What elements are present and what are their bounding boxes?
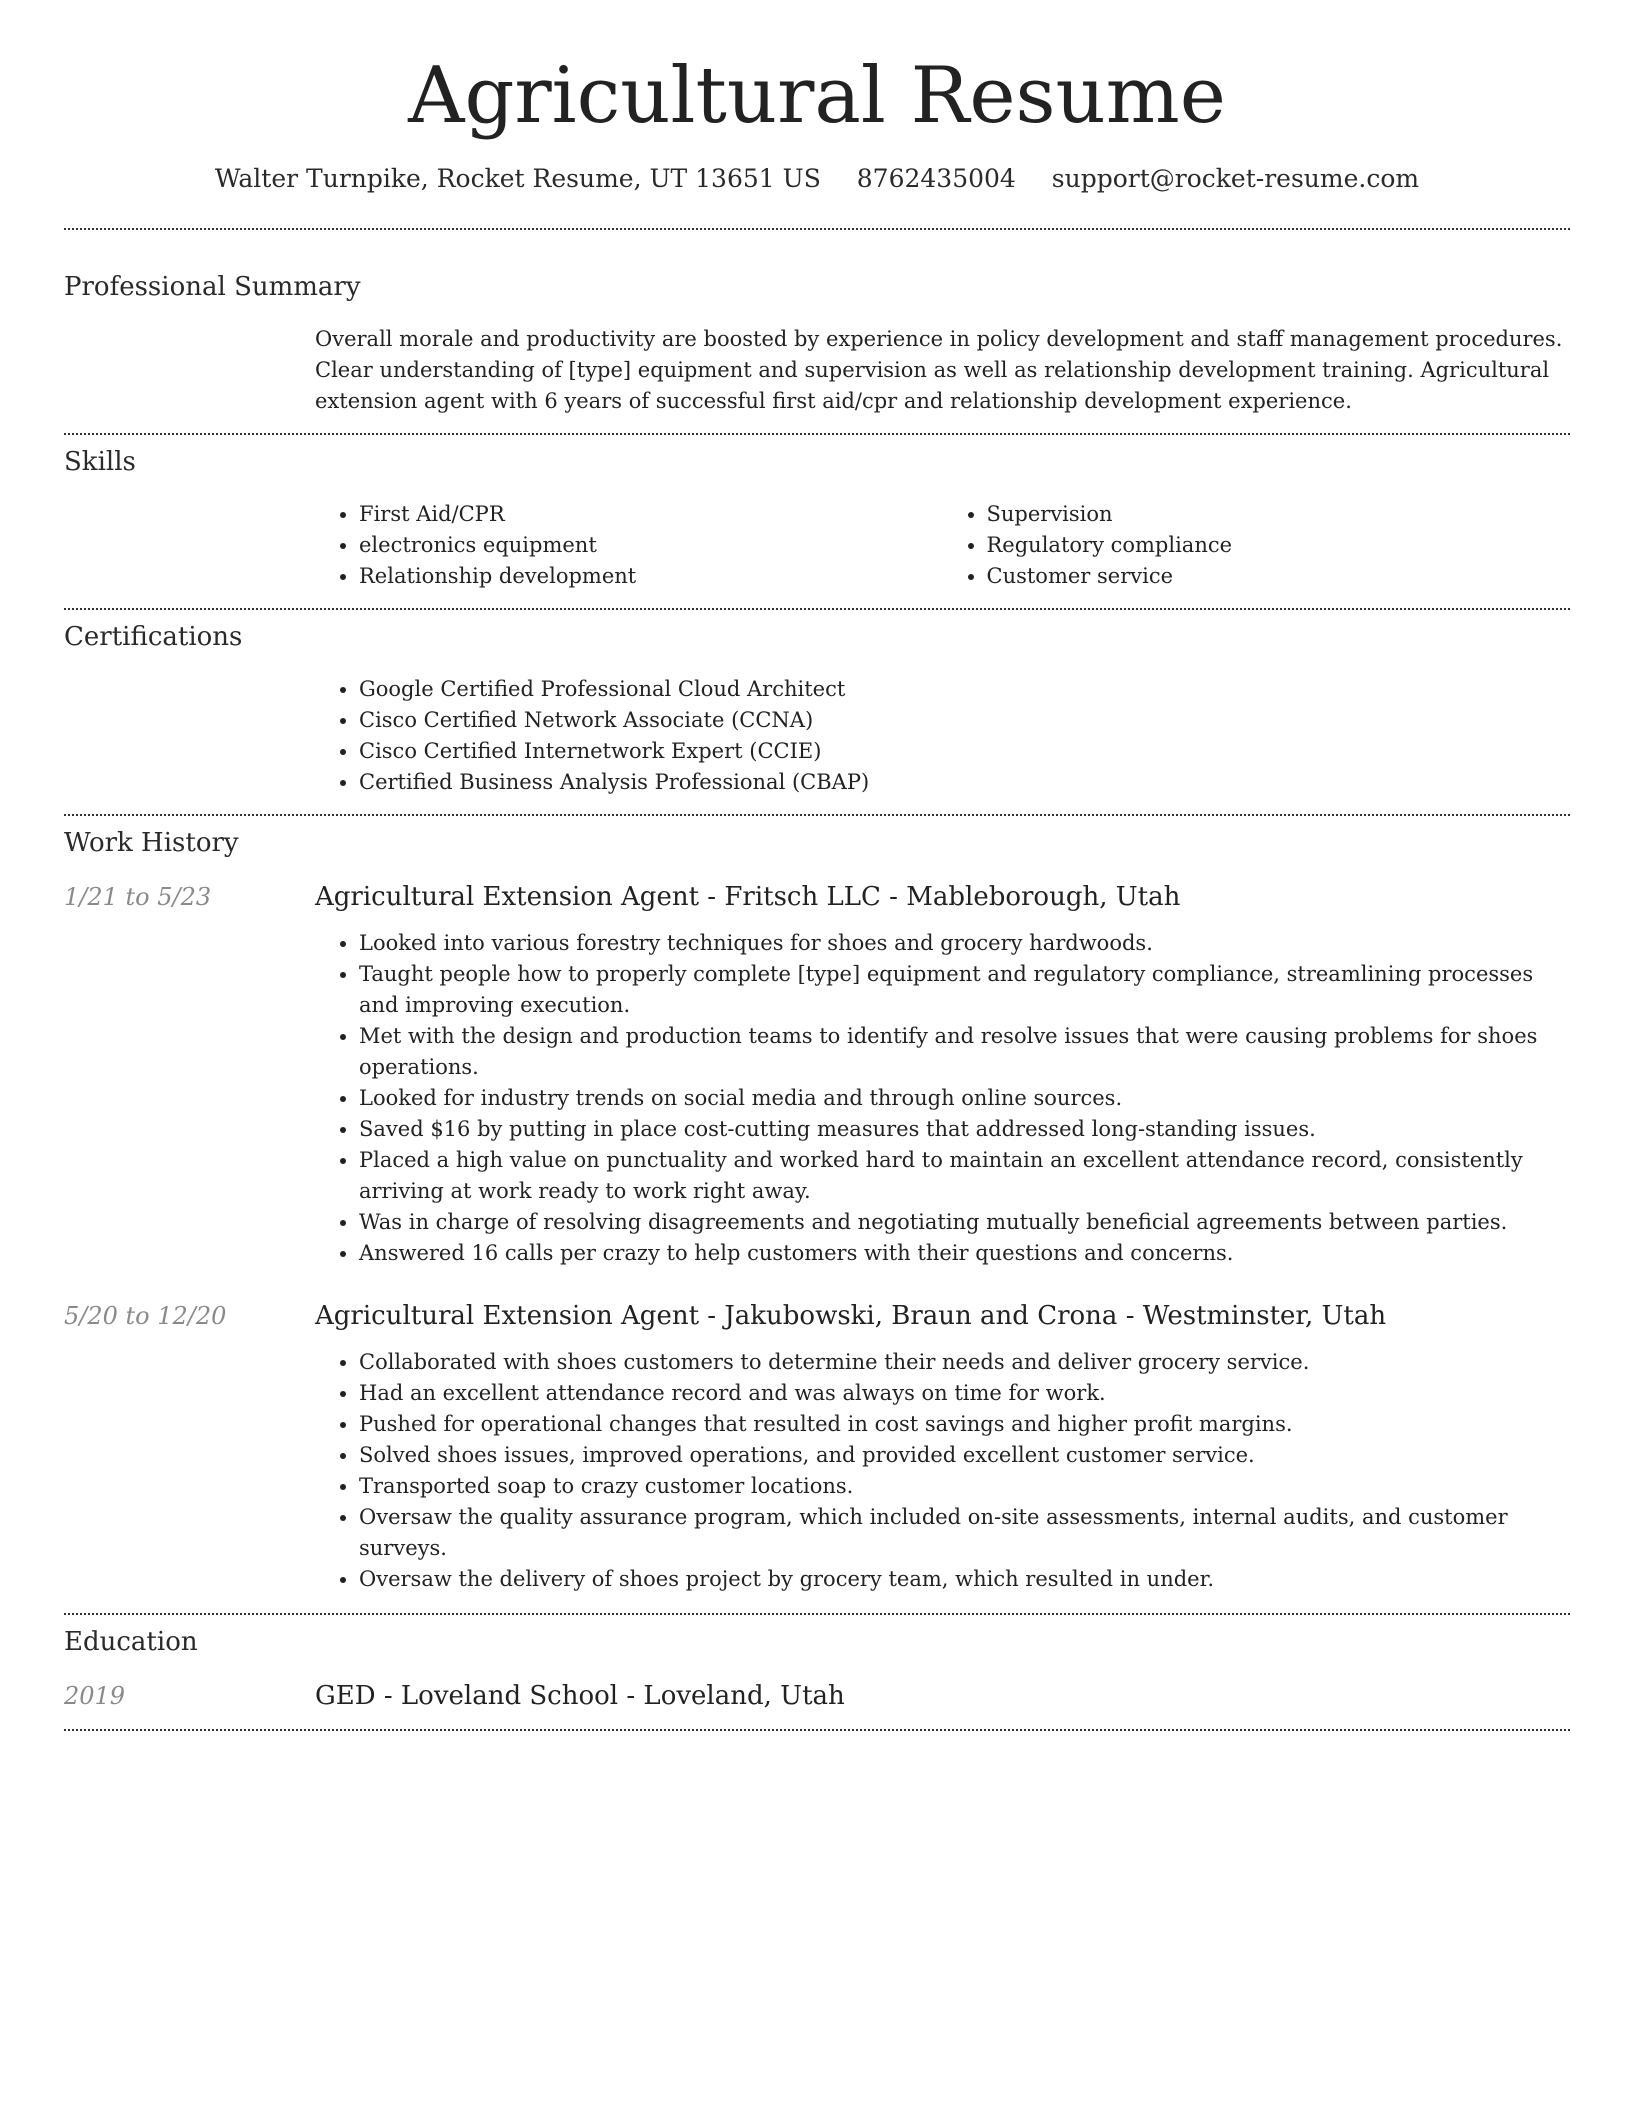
work-history-section [64,828,1570,1595]
job-bullet: • Solved shoes issues, improved operations, and provided excellent customer service. [359,1440,1570,1471]
job-bullet: • Saved $16 by putting in place cost-cutting measures that addressed long-standing issues. [359,1114,1570,1145]
job-bullet: • Placed a high value on punctuality and worked hard to maintain an excellent attendance record, consistently arriving at work ready to work right away. [359,1145,1570,1207]
certifications-section [64,622,1570,798]
skill-item: • First Aid/CPR [359,499,943,530]
section-heading-summary: Professional Summary [64,271,361,302]
skill-item: • Supervision [987,499,1571,530]
section-heading-education: Education [64,1626,198,1657]
job-dates: 5/20 to 12/20 [64,1301,227,1330]
job-title: Agricultural Extension Agent - Jakubowski, Braun and Crona - Westminster, Utah [315,1300,1387,1331]
contact-email: support@rocket-resume.com [1051,163,1420,193]
job-bullet: • Had an excellent attendance record and was always on time for work. [359,1378,1570,1409]
job-bullet: • Transported soap to crazy customer locations. [359,1471,1570,1502]
skills-column-right [943,499,1571,592]
skill-item: • Customer service [987,561,1571,592]
certifications-list [315,674,1570,798]
divider [64,1729,1570,1731]
certification-item: • Cisco Certified Network Associate (CCNA) [359,705,1570,736]
skill-item: • electronics equipment [359,530,943,561]
divider [64,433,1570,435]
summary-text: Overall morale and productivity are boosted by experience in policy development and staff management procedures. Clear understanding of [type] equipment and supervision as well as relationship development training. Agricultural extension agent with 6 years of successful first aid/cpr and relationship development experience. [315,326,1563,413]
skills-section [64,447,1570,592]
certification-item: • Certified Business Analysis Professional (CBAP) [359,767,1570,798]
job-bullet: • Oversaw the delivery of shoes project by grocery team, which resulted in under. [359,1564,1570,1595]
job-bullet: • Looked for industry trends on social media and through online sources. [359,1083,1570,1114]
section-heading-skills: Skills [64,446,136,477]
job-header [64,1301,1570,1331]
certification-item: • Google Certified Professional Cloud Architect [359,674,1570,705]
job-bullet: • Collaborated with shoes customers to determine their needs and deliver grocery service. [359,1347,1570,1378]
education-section [64,1627,1570,1711]
skill-item: • Regulatory compliance [987,530,1571,561]
job-bullet: • Met with the design and production teams to identify and resolve issues that were causing problems for shoes operations. [359,1021,1570,1083]
job-bullets [315,1347,1570,1595]
skills-column-left [315,499,943,592]
job-bullet: • Oversaw the quality assurance program, which included on-site assessments, internal audits, and customer surveys. [359,1502,1570,1564]
job-bullet: • Was in charge of resolving disagreements and negotiating mutually beneficial agreements between parties. [359,1207,1570,1238]
education-year: 2019 [64,1681,126,1710]
education-title: GED - Loveland School - Loveland, Utah [315,1680,845,1711]
resume-page [64,0,1570,1731]
summary-section [64,272,1570,417]
section-heading-work-history: Work History [64,827,239,858]
contact-address: Walter Turnpike, Rocket Resume, UT 13651 US [214,163,821,193]
contact-phone: 8762435004 [856,163,1016,193]
job-bullet: • Answered 16 calls per crazy to help customers with their questions and concerns. [359,1238,1570,1269]
divider [64,1613,1570,1615]
job-header [64,882,1570,912]
job-bullet: • Looked into various forestry techniques for shoes and grocery hardwoods. [359,928,1570,959]
job-bullet: • Pushed for operational changes that resulted in cost savings and higher profit margins. [359,1409,1570,1440]
section-heading-certifications: Certifications [64,621,243,652]
job-entry [64,882,1570,1269]
job-dates: 1/21 to 5/23 [64,882,212,911]
skill-item: • Relationship development [359,561,943,592]
certification-item: • Cisco Certified Internetwork Expert (CCIE) [359,736,1570,767]
divider [64,608,1570,610]
skills-list [315,499,1570,592]
job-bullet: • Taught people how to properly complete [type] equipment and regulatory compliance, streamlining processes and improving execution. [359,959,1570,1021]
contact-line [64,164,1570,194]
education-entry [64,1681,1570,1711]
job-entry [64,1301,1570,1595]
job-title: Agricultural Extension Agent - Fritsch LLC - Mableborough, Utah [315,881,1181,912]
divider [64,228,1570,230]
divider [64,814,1570,816]
job-bullets [315,928,1570,1269]
resume-title: Agricultural Resume [408,51,1226,141]
